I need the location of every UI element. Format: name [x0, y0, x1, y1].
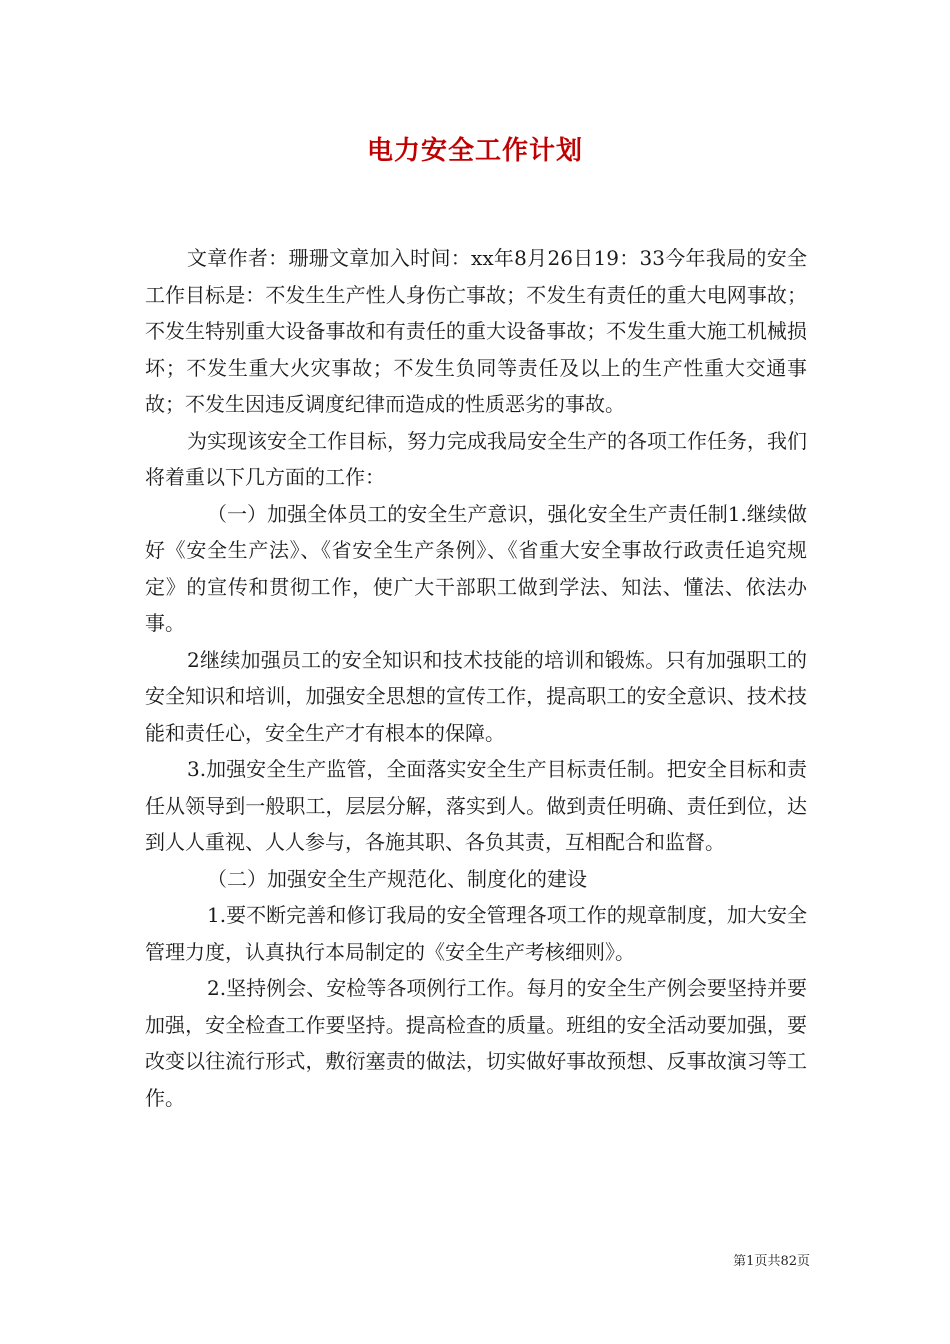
document-body: [145, 240, 807, 1116]
page-number: 第1页共82页: [733, 1254, 810, 1269]
paragraph-section-two: （二）加强安全生产规范化、制度化的建设: [207, 866, 587, 891]
paragraph-item-2: 2继续加强员工的安全知识和技术技能的培训和锻炼。只有加强职工的安全知识和培训，加强安全思想的宣传工作，提高职工的安全意识、技术技能和责任心，安全生产才有根本的保障。: [145, 647, 807, 745]
paragraph-item-2-1: 1.要不断完善和修订我局的安全管理各项工作的规章制度，加大安全管理力度，认真执行本局制定的《安全生产考核细则》。: [145, 903, 807, 964]
paragraph-item-3: 3.加强安全生产监管，全面落实安全生产目标责任制。把安全目标和责任从领导到一般职工，层层分解，落实到人。做到责任明确、责任到位，达到人人重视、人人参与，各施其职、各负其责，互相配合和监督。: [145, 757, 807, 854]
document-title: 电力安全工作计划: [366, 136, 583, 166]
paragraph-goal: 为实现该安全工作目标，努力完成我局安全生产的各项工作任务，我们将着重以下几方面的工作：: [145, 428, 807, 489]
paragraph-section-one: （一）加强全体员工的安全生产意识，强化安全生产责任制1.继续做好《安全生产法》、《省安全生产条例》、《省重大安全事故行政责任追究规定》的宣传和贯彻工作，使广大干部职工做到学法、知法、懂法、依法办事。: [145, 501, 807, 635]
paragraph-item-2-2: 2.坚持例会、安检等各项例行工作。每月的安全生产例会要坚持并要加强，安全检查工作要坚持。提高检查的质量。班组的安全活动要加强，要改变以往流行形式，敷衍塞责的做法，切实做好事故预想、反事故演习等工作。: [145, 976, 807, 1110]
paragraph-intro: 文章作者：珊珊文章加入时间：xx年8月26日19：33今年我局的安全工作目标是：不发生生产性人身伤亡事故；不发生有责任的重大电网事故；不发生特别重大设备事故和有责任的重大设备事故；不发生重大施工机械损坏；不发生重大火灾事故；不发生负同等责任及以上的生产性重大交通事故；不发生因违反调度纪律而造成的性质恶劣的事故。: [145, 246, 807, 416]
